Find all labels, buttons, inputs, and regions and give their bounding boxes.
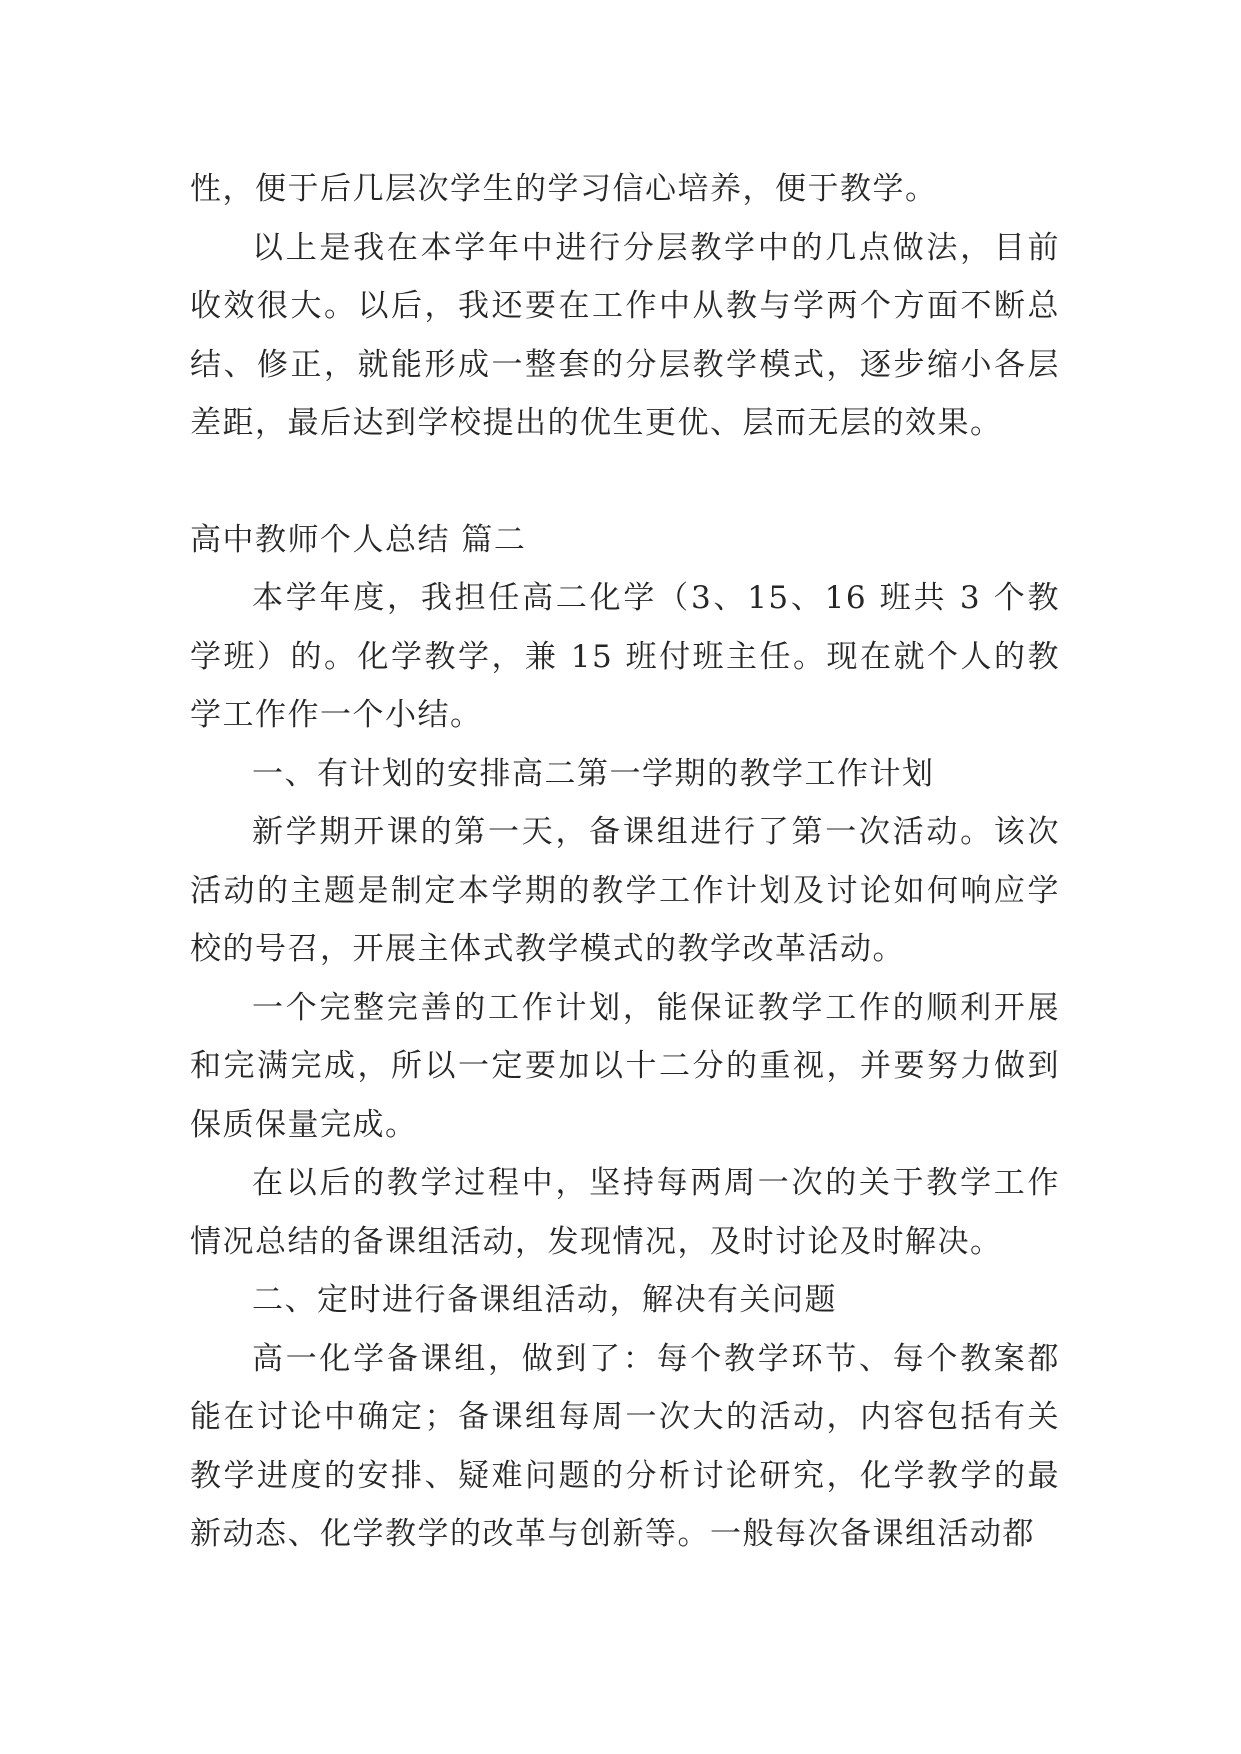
paragraph: 在以后的教学过程中，坚持每两周一次的关于教学工作情况总结的备课组活动，发现情况，及时讨论及时解决。 bbox=[190, 1165, 1060, 1260]
subheading: 一、有计划的安排高二第一学期的教学工作计划 bbox=[252, 755, 935, 792]
paragraph-continuation: 性，便于后几层次学生的学习信心培养，便于教学。 bbox=[190, 171, 938, 207]
paragraph: 一个完整完善的工作计划，能保证教学工作的顺利开展和完满完成，所以一定要加以十二分的重视，并要努力做到保质保量完成。 bbox=[190, 989, 1060, 1143]
section-spacer bbox=[190, 453, 1060, 511]
paragraph: 高一化学备课组，做到了：每个教学环节、每个教案都能在讨论中确定；备课组每周一次大的活动，内容包括有关教学进度的安排、疑难问题的分析讨论研究，化学教学的最新动态、化学教学的改革与创新等。一般每次备课组活动都 bbox=[190, 1340, 1060, 1552]
paragraph: 新学期开课的第一天，备课组进行了第一次活动。该次活动的主题是制定本学期的教学工作计划及讨论如何响应学校的号召，开展主体式教学模式的教学改革活动。 bbox=[190, 814, 1060, 967]
document-body bbox=[190, 160, 1060, 1564]
paragraph: 本学年度，我担任高二化学（3、15、16 班共 3 个教学班）的。化学教学，兼 15 班付班主任。现在就个人的教学工作作一个小结。 bbox=[190, 580, 1060, 733]
subheading: 二、定时进行备课组活动，解决有关问题 bbox=[252, 1282, 837, 1318]
section-title: 高中教师个人总结 篇二 bbox=[190, 521, 527, 558]
paragraph: 以上是我在本学年中进行分层教学中的几点做法，目前收效很大。以后，我还要在工作中从教与学两个方面不断总结、修正，就能形成一整套的分层教学模式，逐步缩小各层差距，最后达到学校提出的优生更优、层而无层的效果。 bbox=[190, 229, 1060, 441]
